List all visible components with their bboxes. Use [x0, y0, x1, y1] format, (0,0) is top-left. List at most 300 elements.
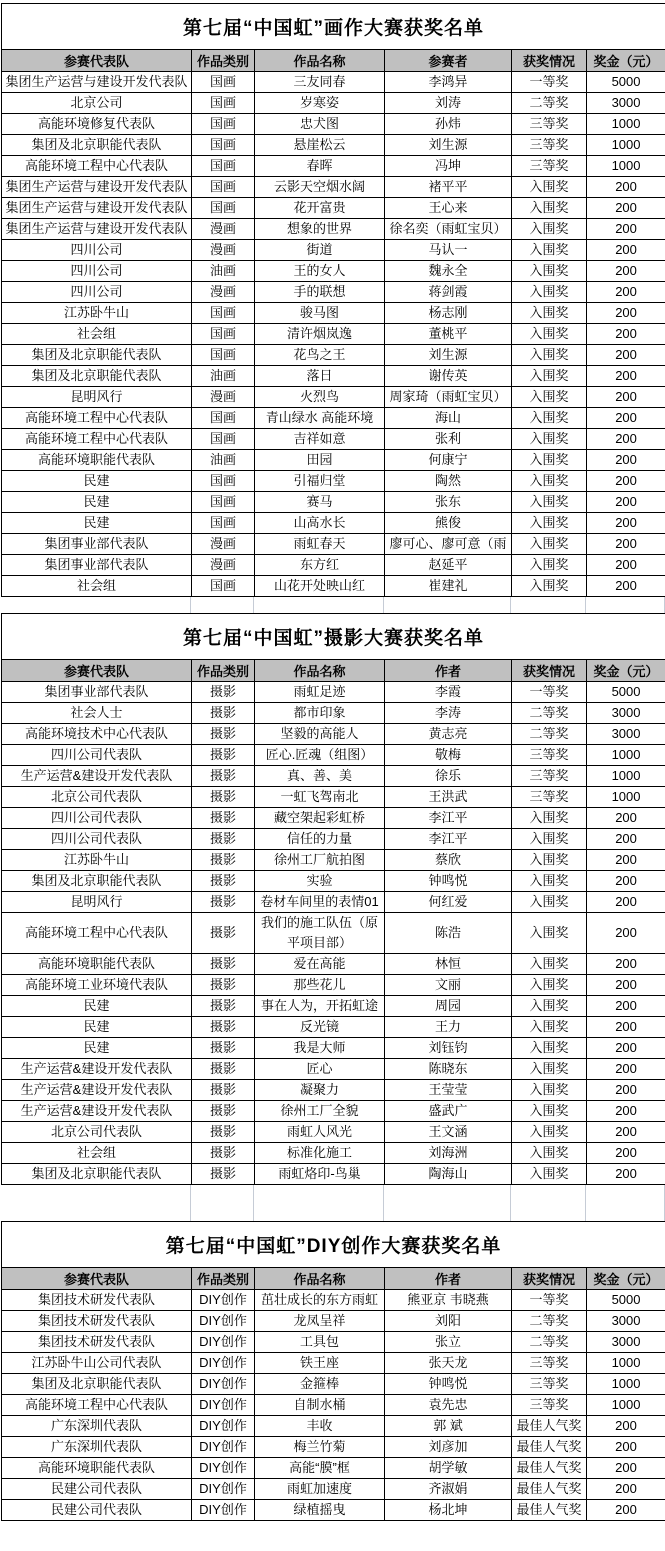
table-cell: 200 — [587, 261, 665, 282]
column-header: 作品名称 — [255, 660, 385, 682]
table-cell: 集团事业部代表队 — [2, 555, 192, 576]
table-row — [2, 135, 665, 156]
table-cell: 集团及北京职能代表队 — [2, 366, 192, 387]
table-cell: 杨志刚 — [385, 303, 512, 324]
table-cell: 摄影 — [192, 703, 255, 724]
column-header: 获奖情况 — [512, 1268, 587, 1290]
table-cell: 高能环境修复代表队 — [2, 114, 192, 135]
table-cell: 街道 — [255, 240, 385, 261]
table-cell: 入围奖 — [512, 471, 587, 492]
table-cell: 摄影 — [192, 1164, 255, 1185]
table-cell: 200 — [587, 850, 665, 871]
table-cell: 最佳人气奖 — [512, 1458, 587, 1479]
table-cell: DIY创作 — [192, 1395, 255, 1416]
table-row — [2, 492, 665, 513]
table-cell: 匠心.匠魂（组图） — [255, 745, 385, 766]
table-cell: 国画 — [192, 513, 255, 534]
column-header: 作品类别 — [192, 50, 255, 72]
table-cell: DIY创作 — [192, 1416, 255, 1437]
table-cell: 入围奖 — [512, 345, 587, 366]
table-cell: 三等奖 — [512, 745, 587, 766]
table-row — [2, 954, 665, 975]
header-row — [2, 1268, 665, 1290]
table-row — [2, 975, 665, 996]
table-cell: 刘彦加 — [385, 1437, 512, 1458]
table-cell: 高能环境职能代表队 — [2, 450, 192, 471]
table-cell: 绿植摇曳 — [255, 1500, 385, 1521]
table-cell: 广东深圳代表队 — [2, 1416, 192, 1437]
table-cell: 200 — [587, 871, 665, 892]
table-cell: 龙凤呈祥 — [255, 1311, 385, 1332]
table-row — [2, 156, 665, 177]
table-cell: 何红爱 — [385, 892, 512, 913]
table-cell: 雨虹人风光 — [255, 1122, 385, 1143]
grid-line — [253, 597, 254, 613]
table-cell: 200 — [587, 975, 665, 996]
column-header: 作品名称 — [255, 1268, 385, 1290]
table-cell: 入围奖 — [512, 808, 587, 829]
table-cell: 北京公司 — [2, 93, 192, 114]
table-cell: 入围奖 — [512, 555, 587, 576]
table-cell: 集团生产运营与建设开发代表队 — [2, 198, 192, 219]
table-cell: 入围奖 — [512, 450, 587, 471]
table-cell: 冯坤 — [385, 156, 512, 177]
table-cell: 200 — [587, 534, 665, 555]
table-cell: 刘阳 — [385, 1311, 512, 1332]
table-cell: 袁先忠 — [385, 1395, 512, 1416]
table-row — [2, 408, 665, 429]
table-cell: 三等奖 — [512, 135, 587, 156]
table-cell: 摄影 — [192, 975, 255, 996]
table-cell: 廖可心、廖可意（雨 — [385, 534, 512, 555]
table-row — [2, 513, 665, 534]
table-cell: 都市印象 — [255, 703, 385, 724]
table-cell: 入围奖 — [512, 1143, 587, 1164]
table-cell: 200 — [587, 576, 665, 597]
table-cell: 摄影 — [192, 1059, 255, 1080]
table-cell: 江苏卧牛山 — [2, 303, 192, 324]
table-row — [2, 219, 665, 240]
table-cell: 岁寒姿 — [255, 93, 385, 114]
table-cell: 摄影 — [192, 829, 255, 850]
table-gap — [1, 1185, 665, 1221]
table-cell: 3000 — [587, 703, 665, 724]
table-cell: 陶然 — [385, 471, 512, 492]
table-cell: 摄影 — [192, 892, 255, 913]
table-cell: 1000 — [587, 1395, 665, 1416]
table-cell: 田园 — [255, 450, 385, 471]
table-cell: 陈浩 — [385, 913, 512, 954]
table-cell: 社会组 — [2, 1143, 192, 1164]
table-cell: 徐州工厂航拍图 — [255, 850, 385, 871]
table-cell: 摄影 — [192, 766, 255, 787]
table-row — [2, 829, 665, 850]
table-cell: 山花开处映山红 — [255, 576, 385, 597]
table-cell: 江苏卧牛山 — [2, 850, 192, 871]
title-row — [2, 614, 665, 660]
table-cell: 油画 — [192, 450, 255, 471]
table-cell: 齐淑娟 — [385, 1479, 512, 1500]
table-cell: 胡学敏 — [385, 1458, 512, 1479]
table-row — [2, 1458, 665, 1479]
table-cell: 集团及北京职能代表队 — [2, 1164, 192, 1185]
table-cell: 花开富贵 — [255, 198, 385, 219]
table-cell: 四川公司 — [2, 282, 192, 303]
table-cell: 忠犬图 — [255, 114, 385, 135]
table-cell: 最佳人气奖 — [512, 1416, 587, 1437]
table-cell: 国画 — [192, 114, 255, 135]
table-row — [2, 1437, 665, 1458]
table-row — [2, 1500, 665, 1521]
table-cell: 北京公司代表队 — [2, 1122, 192, 1143]
table-cell: 高能环境工业环境代表队 — [2, 975, 192, 996]
table-cell: 国画 — [192, 492, 255, 513]
table-cell: 信任的力量 — [255, 829, 385, 850]
table-cell: 李鸿异 — [385, 72, 512, 93]
title-row — [2, 4, 665, 50]
table-cell: 一等奖 — [512, 72, 587, 93]
table-cell: 摄影 — [192, 745, 255, 766]
table-row — [2, 1332, 665, 1353]
table-cell: 200 — [587, 1458, 665, 1479]
table-cell: 集团生产运营与建设开发代表队 — [2, 72, 192, 93]
table-cell: 200 — [587, 450, 665, 471]
table-cell: 摄影 — [192, 1122, 255, 1143]
table-cell: 敬梅 — [385, 745, 512, 766]
table-cell: 集团生产运营与建设开发代表队 — [2, 177, 192, 198]
table-cell: 张利 — [385, 429, 512, 450]
table-row — [2, 534, 665, 555]
table-cell: 入围奖 — [512, 198, 587, 219]
table-cell: 5000 — [587, 1290, 665, 1311]
table-cell: 摄影 — [192, 1017, 255, 1038]
table-cell: 赛马 — [255, 492, 385, 513]
table-cell: 国画 — [192, 408, 255, 429]
column-header: 参赛代表队 — [2, 1268, 192, 1290]
table-cell: 入围奖 — [512, 576, 587, 597]
table-cell: DIY创作 — [192, 1500, 255, 1521]
table-cell: 马认一 — [385, 240, 512, 261]
table-cell: 藏空架起彩虹桥 — [255, 808, 385, 829]
header-row — [2, 50, 665, 72]
table-cell: 1000 — [587, 1353, 665, 1374]
header-row — [2, 660, 665, 682]
table-cell: 海山 — [385, 408, 512, 429]
table-row — [2, 198, 665, 219]
table-cell: 东方红 — [255, 555, 385, 576]
table-cell: 三友同春 — [255, 72, 385, 93]
award-table-diy — [1, 1221, 665, 1521]
table-cell: 国画 — [192, 429, 255, 450]
table-cell: 200 — [587, 282, 665, 303]
column-header: 作品名称 — [255, 50, 385, 72]
table-cell: 我是大师 — [255, 1038, 385, 1059]
table-row — [2, 1122, 665, 1143]
table-cell: 民建 — [2, 513, 192, 534]
table-cell: 生产运营&建设开发代表队 — [2, 1080, 192, 1101]
table-cell: 入围奖 — [512, 850, 587, 871]
table-cell: 昆明风行 — [2, 892, 192, 913]
table-cell: 卷材车间里的表情01 — [255, 892, 385, 913]
table-cell: 高能环境工程中心代表队 — [2, 408, 192, 429]
table-cell: 入围奖 — [512, 513, 587, 534]
table-cell: 漫画 — [192, 282, 255, 303]
table-row — [2, 177, 665, 198]
table-cell: 入围奖 — [512, 534, 587, 555]
table-cell: 生产运营&建设开发代表队 — [2, 766, 192, 787]
table-cell: 林恒 — [385, 954, 512, 975]
table-cell: 民建 — [2, 471, 192, 492]
table-cell: 200 — [587, 492, 665, 513]
table-cell: 200 — [587, 303, 665, 324]
table-cell: 入围奖 — [512, 324, 587, 345]
table-cell: 集团及北京职能代表队 — [2, 1374, 192, 1395]
table-row — [2, 303, 665, 324]
table-cell: 200 — [587, 387, 665, 408]
table-cell: 落日 — [255, 366, 385, 387]
table-cell: 入围奖 — [512, 429, 587, 450]
table-cell: 文丽 — [385, 975, 512, 996]
table-row — [2, 1080, 665, 1101]
table-cell: 1000 — [587, 766, 665, 787]
table-cell: DIY创作 — [192, 1353, 255, 1374]
column-header: 奖金（元） — [587, 660, 665, 682]
table-cell: 国画 — [192, 345, 255, 366]
table-cell: 200 — [587, 219, 665, 240]
table-cell: 入围奖 — [512, 975, 587, 996]
table-row — [2, 555, 665, 576]
table-row — [2, 1353, 665, 1374]
table-cell: 徐名奕（雨虹宝贝） — [385, 219, 512, 240]
table-cell: 摄影 — [192, 850, 255, 871]
grid-line — [383, 597, 384, 613]
table-cell: 200 — [587, 1080, 665, 1101]
table-cell: 自制水桶 — [255, 1395, 385, 1416]
table-cell: 骏马图 — [255, 303, 385, 324]
table-cell: 张东 — [385, 492, 512, 513]
table-cell: 200 — [587, 1416, 665, 1437]
table-cell: 国画 — [192, 72, 255, 93]
table-cell: 入围奖 — [512, 829, 587, 850]
grid-line — [190, 1185, 191, 1221]
table-cell: 生产运营&建设开发代表队 — [2, 1059, 192, 1080]
table-cell: 王文涵 — [385, 1122, 512, 1143]
title-row — [2, 1222, 665, 1268]
grid-line — [190, 597, 191, 613]
table-cell: 漫画 — [192, 555, 255, 576]
table-cell: 集团及北京职能代表队 — [2, 871, 192, 892]
table-cell: 火烈鸟 — [255, 387, 385, 408]
table-cell: 200 — [587, 1059, 665, 1080]
table-cell: 云影天空烟水阔 — [255, 177, 385, 198]
table-row — [2, 1017, 665, 1038]
table-cell: 一虹飞驾南北 — [255, 787, 385, 808]
table-cell: 漫画 — [192, 387, 255, 408]
column-header: 参赛代表队 — [2, 660, 192, 682]
table-cell: 广东深圳代表队 — [2, 1437, 192, 1458]
table-cell: 5000 — [587, 682, 665, 703]
table-cell: 郭 斌 — [385, 1416, 512, 1437]
table-cell: 梅兰竹菊 — [255, 1437, 385, 1458]
table-cell: 入围奖 — [512, 913, 587, 954]
table-cell: 民建 — [2, 1017, 192, 1038]
table-cell: 入围奖 — [512, 954, 587, 975]
table-cell: 蔡欣 — [385, 850, 512, 871]
table-cell: 摄影 — [192, 1101, 255, 1122]
table-cell: 杨北坤 — [385, 1500, 512, 1521]
table-cell: 赵延平 — [385, 555, 512, 576]
table-cell: 铁王座 — [255, 1353, 385, 1374]
table-cell: 真、善、美 — [255, 766, 385, 787]
table-cell: 民建公司代表队 — [2, 1479, 192, 1500]
table-cell: 集团技术研发代表队 — [2, 1311, 192, 1332]
table-cell: 集团及北京职能代表队 — [2, 135, 192, 156]
table-cell: 昆明风行 — [2, 387, 192, 408]
table-cell: 200 — [587, 513, 665, 534]
table-cell: 雨虹烙印-鸟巢 — [255, 1164, 385, 1185]
table-cell: 青山绿水 高能环境 — [255, 408, 385, 429]
table-row — [2, 471, 665, 492]
table-cell: 3000 — [587, 724, 665, 745]
table-cell: 入围奖 — [512, 240, 587, 261]
table-cell: 王的女人 — [255, 261, 385, 282]
table-cell: 入围奖 — [512, 387, 587, 408]
table-cell: DIY创作 — [192, 1290, 255, 1311]
table-cell: 实验 — [255, 871, 385, 892]
table-cell: 高能环境职能代表队 — [2, 1458, 192, 1479]
table-cell: 雨虹加速度 — [255, 1479, 385, 1500]
table-cell: 熊亚京 韦晓燕 — [385, 1290, 512, 1311]
table-cell: 摄影 — [192, 954, 255, 975]
table-row — [2, 429, 665, 450]
table-row — [2, 766, 665, 787]
table-cell: 200 — [587, 366, 665, 387]
table-cell: 盛武广 — [385, 1101, 512, 1122]
table-cell: 三等奖 — [512, 1353, 587, 1374]
table-cell: 摄影 — [192, 871, 255, 892]
table-cell: 想象的世界 — [255, 219, 385, 240]
table-cell: 二等奖 — [512, 724, 587, 745]
table-cell: 200 — [587, 408, 665, 429]
table-title: 第七届“中国虹”画作大赛获奖名单 — [2, 4, 665, 50]
table-cell: 入围奖 — [512, 366, 587, 387]
table-cell: 二等奖 — [512, 1332, 587, 1353]
table-cell: 褚平平 — [385, 177, 512, 198]
table-row — [2, 682, 665, 703]
table-row — [2, 387, 665, 408]
table-row — [2, 1101, 665, 1122]
table-cell: 山高水长 — [255, 513, 385, 534]
table-cell: 200 — [587, 808, 665, 829]
table-cell: 200 — [587, 198, 665, 219]
table-row — [2, 913, 665, 954]
table-cell: 摄影 — [192, 808, 255, 829]
table-cell: 三等奖 — [512, 156, 587, 177]
table-row — [2, 72, 665, 93]
table-cell: 社会组 — [2, 576, 192, 597]
table-cell: 北京公司代表队 — [2, 787, 192, 808]
table-cell: 四川公司代表队 — [2, 808, 192, 829]
table-cell: 国画 — [192, 93, 255, 114]
table-cell: 三等奖 — [512, 1374, 587, 1395]
table-cell: 国画 — [192, 135, 255, 156]
table-cell: 江苏卧牛山公司代表队 — [2, 1353, 192, 1374]
table-cell: 入围奖 — [512, 1017, 587, 1038]
table-cell: 国画 — [192, 471, 255, 492]
table-cell: 二等奖 — [512, 93, 587, 114]
table-cell: 入围奖 — [512, 1122, 587, 1143]
table-cell: 一等奖 — [512, 682, 587, 703]
table-cell: 3000 — [587, 93, 665, 114]
table-cell: 刘海洲 — [385, 1143, 512, 1164]
table-row — [2, 1059, 665, 1080]
column-header: 获奖情况 — [512, 660, 587, 682]
table-cell: 3000 — [587, 1332, 665, 1353]
table-cell: 200 — [587, 892, 665, 913]
table-cell: 张立 — [385, 1332, 512, 1353]
table-cell: 四川公司 — [2, 240, 192, 261]
table-cell: 入围奖 — [512, 996, 587, 1017]
table-cell: DIY创作 — [192, 1458, 255, 1479]
table-cell: 悬崖松云 — [255, 135, 385, 156]
table-title: 第七届“中国虹”摄影大赛获奖名单 — [2, 614, 665, 660]
table-cell: 入围奖 — [512, 303, 587, 324]
table-cell: 摄影 — [192, 1080, 255, 1101]
table-cell: 社会组 — [2, 324, 192, 345]
table-cell: 民建 — [2, 1038, 192, 1059]
grid-line — [510, 597, 511, 613]
table-cell: 油画 — [192, 366, 255, 387]
table-cell: 我们的施工队伍（原平项目部） — [255, 913, 385, 954]
table-cell: 那些花儿 — [255, 975, 385, 996]
table-row — [2, 114, 665, 135]
table-cell: 入围奖 — [512, 219, 587, 240]
table-cell: 200 — [587, 829, 665, 850]
table-cell: 陈晓东 — [385, 1059, 512, 1080]
table-row — [2, 996, 665, 1017]
table-cell: 三等奖 — [512, 766, 587, 787]
table-row — [2, 1038, 665, 1059]
table-cell: DIY创作 — [192, 1311, 255, 1332]
table-cell: 王心来 — [385, 198, 512, 219]
grid-line — [383, 1185, 384, 1221]
table-cell: 3000 — [587, 1311, 665, 1332]
table-cell: 入围奖 — [512, 1080, 587, 1101]
table-cell: 最佳人气奖 — [512, 1500, 587, 1521]
grid-line — [253, 1185, 254, 1221]
table-cell: 凝聚力 — [255, 1080, 385, 1101]
table-cell: 民建 — [2, 996, 192, 1017]
grid-line — [585, 1185, 586, 1221]
table-cell: 反光镜 — [255, 1017, 385, 1038]
table-cell: 国画 — [192, 156, 255, 177]
table-cell: 三等奖 — [512, 1395, 587, 1416]
table-cell: 魏永全 — [385, 261, 512, 282]
table-row — [2, 1290, 665, 1311]
table-cell: 四川公司代表队 — [2, 829, 192, 850]
table-cell: 200 — [587, 471, 665, 492]
table-cell: 手的联想 — [255, 282, 385, 303]
table-cell: 雨虹足迹 — [255, 682, 385, 703]
table-cell: 1000 — [587, 114, 665, 135]
table-cell: 摄影 — [192, 1038, 255, 1059]
column-header: 作者 — [385, 1268, 512, 1290]
table-row — [2, 892, 665, 913]
table-cell: 200 — [587, 954, 665, 975]
table-cell: 四川公司代表队 — [2, 745, 192, 766]
table-cell: 国画 — [192, 303, 255, 324]
table-cell: 茁壮成长的东方雨虹 — [255, 1290, 385, 1311]
